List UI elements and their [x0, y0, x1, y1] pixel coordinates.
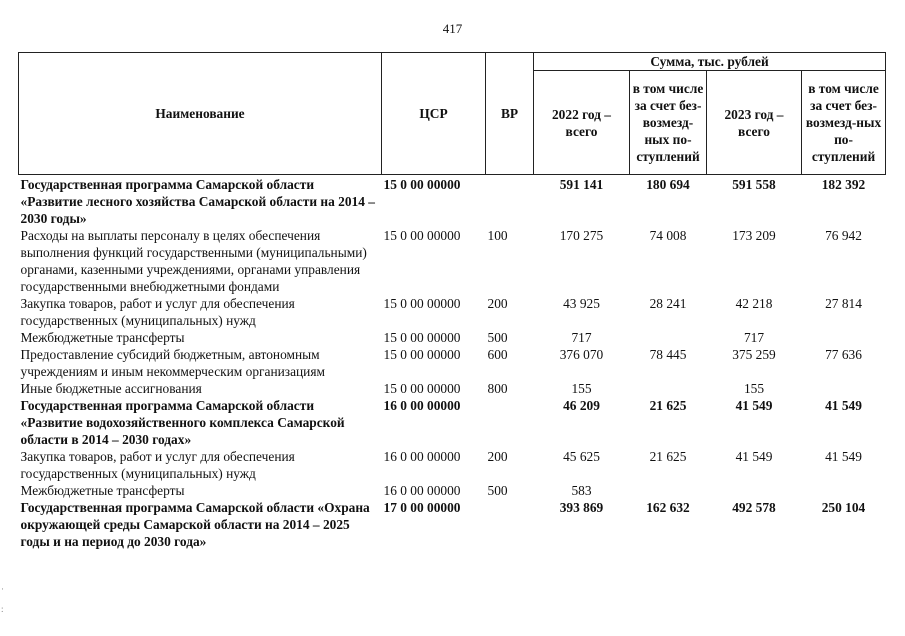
row-2023-grants: 77 636 — [825, 347, 862, 362]
row-2022-total: 170 275 — [559, 228, 604, 243]
scan-speck: · — [1, 584, 4, 594]
row-csr: 15 0 00 00000 — [383, 177, 461, 192]
row-2023-grants — [802, 380, 886, 397]
row-name: Расходы на выплаты персоналу в целях обеспечения выполнения функций государственными (муниципальными) органами, казенными учреждениями, органами управления государственными внебюджетными фондами — [20, 228, 367, 294]
row-csr: 16 0 00 00000 — [383, 449, 461, 464]
row-2023-total: 42 218 — [735, 296, 773, 311]
row-vr: 800 — [487, 381, 508, 396]
table-row — [19, 380, 886, 397]
table-row — [19, 482, 886, 499]
table-body — [19, 175, 886, 551]
row-name: Предоставление субсидий бюджетным, автономным учреждениям и иным некоммерческим организациям — [20, 347, 325, 379]
table-row — [19, 227, 886, 295]
row-2023-grants: 41 549 — [825, 449, 862, 464]
row-name: Государственная программа Самарской области «Развитие водохозяйственного комплекса Самарской области в 2014 – 2030 годах» — [20, 398, 345, 447]
row-2022-total: 155 — [571, 381, 592, 396]
header-sum-group: Сумма, тыс. рублей — [534, 53, 886, 71]
row-2022-grants: 180 694 — [646, 177, 690, 192]
row-2023-total: 717 — [743, 330, 765, 345]
row-name: Межбюджетные трансферты — [20, 330, 185, 345]
row-2023-grants: 182 392 — [821, 177, 866, 192]
header-2022-grants: в том числе за счет без-возмезд-ных по-ступлений — [630, 71, 707, 175]
table-row — [19, 397, 886, 448]
row-name: Межбюджетные трансферты — [20, 483, 185, 498]
row-2022-grants: 28 241 — [649, 296, 687, 311]
row-2023-grants: 27 814 — [825, 296, 862, 311]
row-2023-grants: 76 942 — [825, 228, 862, 243]
row-2022-grants — [630, 329, 707, 346]
row-2023-grants: 41 549 — [825, 398, 862, 413]
row-vr — [486, 175, 534, 228]
header-csr: ЦСР — [382, 53, 486, 175]
row-2022-total: 717 — [571, 330, 592, 345]
row-2022-total: 43 925 — [563, 296, 600, 311]
row-name: Государственная программа Самарской области «Охрана окружающей среды Самарской области на 2014 – 2025 годы и на период до 2030 года» — [20, 500, 370, 549]
row-csr: 17 0 00 00000 — [383, 500, 461, 515]
row-2023-grants — [802, 482, 886, 499]
row-name: Закупка товаров, работ и услуг для обеспечения государственных (муниципальных) нужд — [20, 296, 295, 328]
table-row — [19, 295, 886, 329]
row-2022-grants: 78 445 — [649, 347, 687, 362]
row-csr: 16 0 00 00000 — [383, 483, 461, 498]
table-header — [19, 53, 886, 175]
table-row — [19, 499, 886, 550]
budget-table — [18, 52, 886, 550]
row-2023-total: 41 549 — [735, 449, 773, 464]
row-vr: 600 — [487, 347, 508, 362]
table-row — [19, 448, 886, 482]
row-vr: 200 — [487, 296, 508, 311]
row-2022-grants: 21 625 — [649, 449, 687, 464]
table-row — [19, 346, 886, 380]
row-2023-total — [707, 482, 802, 499]
row-csr: 15 0 00 00000 — [383, 330, 461, 345]
scan-speck: : — [1, 604, 4, 614]
row-2022-grants: 21 625 — [649, 398, 687, 413]
header-2023-grants: в том числе за счет без-возмезд-ных по-ступлений — [802, 71, 886, 175]
header-vr: ВР — [486, 53, 534, 175]
row-vr: 500 — [487, 483, 508, 498]
table-row — [19, 175, 886, 228]
row-2023-total: 375 259 — [732, 347, 776, 362]
row-2022-grants: 74 008 — [649, 228, 687, 243]
row-csr: 16 0 00 00000 — [383, 398, 461, 413]
row-2022-total: 583 — [571, 483, 592, 498]
row-2023-total: 173 209 — [732, 228, 776, 243]
row-vr: 500 — [487, 330, 508, 345]
row-vr — [486, 397, 534, 448]
row-csr: 15 0 00 00000 — [383, 228, 461, 243]
row-2022-total: 46 209 — [563, 398, 600, 413]
row-csr: 15 0 00 00000 — [383, 381, 461, 396]
row-name: Государственная программа Самарской области «Развитие лесного хозяйства Самарской области на 2014 – 2030 годы» — [20, 177, 375, 226]
row-vr: 200 — [487, 449, 508, 464]
page-number: 417 — [442, 21, 463, 36]
row-csr: 15 0 00 00000 — [383, 296, 461, 311]
row-2022-grants — [630, 380, 707, 397]
table-row — [19, 329, 886, 346]
row-csr: 15 0 00 00000 — [383, 347, 461, 362]
row-2023-grants — [802, 329, 886, 346]
row-name: Закупка товаров, работ и услуг для обеспечения государственных (муниципальных) нужд — [20, 449, 295, 481]
header-2022-total: 2022 год – всего — [534, 71, 630, 175]
row-2022-grants: 162 632 — [646, 500, 690, 515]
row-2022-total: 591 141 — [559, 177, 604, 192]
header-name: Наименование — [19, 53, 382, 175]
row-2022-total: 393 869 — [559, 500, 604, 515]
row-2023-total: 155 — [743, 381, 765, 396]
row-2023-total: 41 549 — [735, 398, 773, 413]
row-2023-total: 591 558 — [732, 177, 776, 192]
row-vr — [486, 499, 534, 550]
row-2022-grants — [630, 482, 707, 499]
row-name: Иные бюджетные ассигнования — [20, 381, 202, 396]
header-2023-total: 2023 год – всего — [707, 71, 802, 175]
row-2022-total: 376 070 — [559, 347, 604, 362]
row-2023-total: 492 578 — [732, 500, 776, 515]
row-vr: 100 — [487, 228, 508, 243]
row-2022-total: 45 625 — [563, 449, 600, 464]
row-2023-grants: 250 104 — [821, 500, 866, 515]
